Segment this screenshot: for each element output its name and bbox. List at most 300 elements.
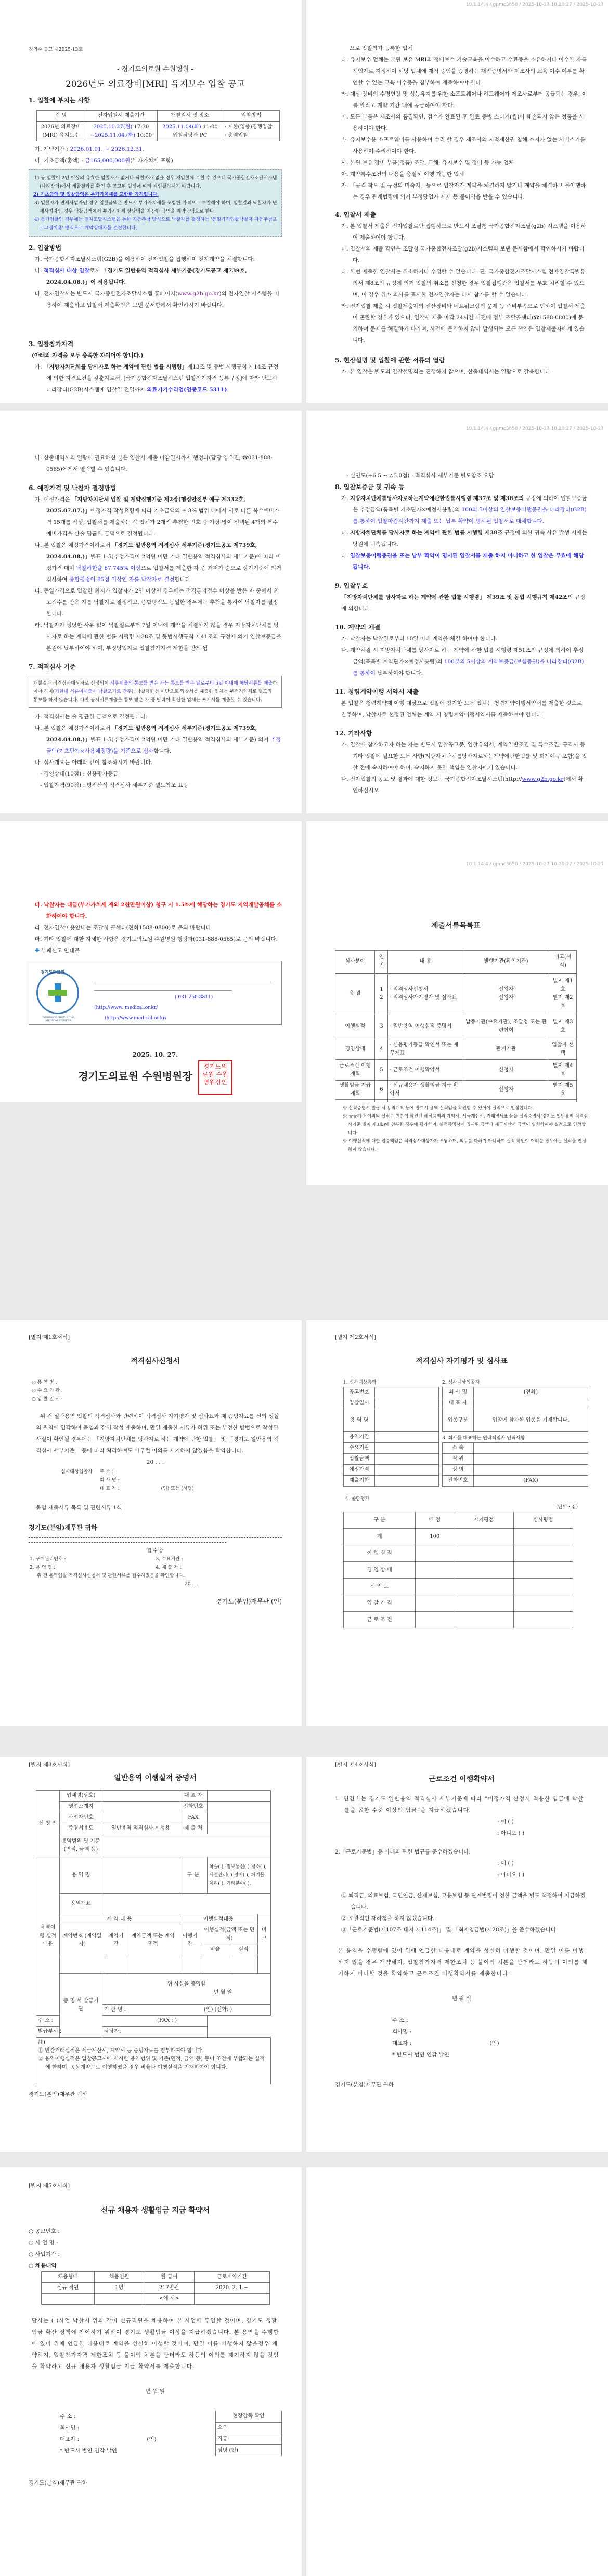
f2-service-label: 입찰금액 (344, 1454, 375, 1465)
f2-bidder-label: 업종구분 (443, 1409, 474, 1432)
f3-note-1: ① 민간거래실적은 세금계산서, 계약서 등 증빙자료를 첨부하여야 합니다. (38, 2047, 204, 2054)
f3-date: 년 월 일 (213, 1990, 232, 1995)
f3-submit-to: 제 출 처 (179, 1823, 208, 1834)
s7-b-prefix: 나. 본 입찰은 예정가격이하로서 (35, 725, 112, 731)
s6-b-rule: 「경기도 일반용역 적격심사 세부기준(경기도공고 제739호, 2024.04.08.)」 (46, 542, 257, 560)
s10-b-suffix: 납부하여야 합니다. (375, 670, 423, 676)
f2-bidder-label: 대 표 자 (443, 1398, 474, 1409)
f2-service-row (344, 1398, 439, 1409)
row-content: · 일반용역 이행실적 증명서 (388, 1014, 463, 1039)
blank-page (306, 2167, 608, 2576)
section-11-heading: 11. 청렴계약이행 서약서 제출 (335, 688, 419, 695)
s10-b-text: 나. 계약체결 시 지방자치단체를 당사자로 하는 계약에 관한 법률 시행령 제51조의 규정에 의하여 추정금액(품목별 계약단가×예정사용량)의 (341, 647, 584, 665)
s8-a-prefix: 가. (341, 495, 350, 502)
report-phone: ( 031-250-8811) (175, 995, 213, 1000)
period-start-time: 17:30 (132, 124, 149, 130)
s3-item-ba: 바. 유지보수용 소프트웨어를 사용하여 수리 할 경우 제조사의 지적재산권 침해 소지가 없는 서비스키를 사용하여 수리하여야 한다. (341, 137, 586, 154)
report-url-2[interactable]: (http://www.medical.or.kr/ (105, 1016, 167, 1021)
s7-management: - 경영상태(10점) : 신용평가등급 (40, 771, 119, 777)
f4-question-1: 1. 인건비는 경기도 일반용역 적격심사 세부기준에 따라 “예정가격 산정시 적용한 임금에 낙찰률을 곱한 수준 이상의 임금”을 지급하겠습니다. (335, 1796, 584, 1813)
f2-eval-header-cell: 배 점 (416, 1512, 454, 1529)
row-note: 별지 제5호 (549, 1081, 577, 1100)
s7-credibility: - 신인도(+6.5 ~ △5.0점) : 적격심사 세부기준 별도참조 요망 (346, 472, 494, 479)
open-place: 입찰담당관 PC (173, 133, 208, 138)
f2-contact-row (443, 1454, 588, 1465)
f4-clause-1: ① 퇴직금, 의료보험, 국민연금, 산재보험, 고용보험 등 관계법령이 정한 금액을 별도 책정하여 지급하겠습니다. (341, 1892, 586, 1910)
form-1-number: [별지 제1호서식] (29, 1334, 70, 1340)
document-list-title: 제출서류목록표 (431, 922, 481, 930)
f5-sup-name: 성명 (인) (216, 2445, 282, 2456)
s6-b-rate: 낙찰하한율 87.745% 이상 (76, 565, 141, 571)
header-name: 건 명 (37, 111, 85, 122)
f3-perf-content: 이행실적내용 (179, 1914, 257, 1925)
f4-q1-no[interactable]: : 아니오 ( ) (497, 1830, 525, 1836)
page-1-bottom (0, 330, 302, 403)
base-price-label: 나. 기초금액(총액) : (35, 157, 85, 164)
s2-c-suffix: )의 전자입찰 시스템을 이용하여 제출하고 입찰서 제출확인은 보낸 문서함에서 확인하시기 바랍니다. (46, 291, 279, 308)
f3-ratio: 비율 (201, 1944, 229, 1955)
report-icon: ✚ (35, 948, 40, 954)
f3-scope: 용역범위 및 기준 (면적, 금액 등) (60, 1834, 102, 1857)
f2-eval-points (416, 1612, 454, 1628)
f1-representative: 대 표 자 : (99, 1486, 120, 1491)
f4-clause-2: ② 포괄적인 재하청을 하지 않겠습니다. (341, 1915, 435, 1922)
f3-perf-period: 이행기간 (179, 1925, 201, 1955)
f3-note-head: 註) (38, 2039, 45, 2045)
f2-bidder-value (474, 1398, 588, 1409)
f3-service-name: 용 역 명 (60, 1857, 102, 1894)
header-no: 연번 (375, 951, 388, 974)
receipt-item-1: 1. 구매관리번호 : (30, 1557, 66, 1562)
f4-q2-yes[interactable]: : 예 ( ) (497, 1860, 514, 1867)
s12-item-e: 마. 기타 입찰에 대한 자세한 사항은 경기도의료원 수원병원 행정과(031-888-0565)로 문의 바랍니다. (35, 936, 278, 942)
f4-addressee: 경기도(분임)재무관 귀하 (335, 2082, 394, 2088)
period-end: ~2025.11.04.(화) (90, 133, 136, 138)
form-4-number: [별지 제4호서식] (335, 1762, 377, 1768)
f2-service-value (375, 1387, 439, 1398)
note-3: 3) 입찰자가 면세사업자인 경우 입찰금액은 반드시 부가가치세를 포함한 가격으로 투찰해야 하며, 입찰결과 낙찰자가 면세사업자인 경우 낙찰금액에서 부가가치세 상당액을 차감한 금액을 계약금액으로 한다. (34, 201, 277, 214)
f5-header-count: 채용인원 (94, 2272, 144, 2283)
f2-eval-category: 입 찰 가 격 (344, 1595, 416, 1612)
document-list-row (335, 974, 577, 1014)
s3-a-text: 제13조 및 동법 시행규칙 제14조 규정에 의한 자격요건을 갖춘자로서, [국가종합전자조달시스템 입찰참가자격 등록규정]에 따라 반드시 나라장터(G2B)시스템에 입찰일 전일까지 (46, 364, 279, 393)
s10-b-bond: 100분의 5이상의 계약보증금(보험증권)을 나라장터(G2B)를 통하여 (353, 659, 584, 676)
f2-service-value (375, 1465, 439, 1476)
f2-service-label: 수요기관 (344, 1443, 375, 1454)
f1-field-agency: ○ 수 요 기 관 : (32, 1388, 63, 1394)
f3-rep-label: 대 표 자 (179, 1791, 208, 1802)
row-field: 생활임금 지급계획 (335, 1081, 375, 1100)
period-start: 2025.10.27(월) (93, 124, 133, 130)
f2-eval-row (344, 1595, 573, 1612)
f2-eval-category: 신 인 도 (344, 1579, 416, 1595)
f1-bidder-label: 심사대상입찰자 (61, 1469, 93, 1475)
s7-price: - 입찰가격(90점) : 평점산식 적격심사 세부기준 별도참조 요망 (40, 782, 189, 788)
list-note-2: ※ 공공기관 이외의 실적은 원본이 확인된 해당용역의 계약서, 세금계산서, 거래명세표 등을 실적증명서(경기도 일반용역 적격심사기준 별지 제3호)에 첨부한 경우에 평가하며, 실적증명서에 명시된 금액과 세금계산서 금액이 일치하여야 실적으로 인정합니다. (343, 1114, 588, 1136)
form-5-title: 신규 채용자 생활임금 지급 확약서 (101, 2206, 210, 2215)
s8-a-law: 지방자치단체를당사자로하는계약에관한법률시행령 제37조 및 제38조의 (350, 495, 524, 502)
s8-b-prefix: 나. (341, 530, 350, 536)
base-price-value: 금165,000,000원 (85, 157, 131, 164)
row-issuer: 신청자 신청자 (463, 974, 549, 1014)
f2-eval-category: 경 영 상 태 (344, 1562, 416, 1579)
row-no: 1 2 (375, 974, 388, 1014)
section-6-heading: 6. 예정가격 및 낙찰자 결정방법 (29, 484, 117, 492)
s11-text: 본 입찰은 청렴계약제 이행 대상으로 입찰에 참가한 모든 업체는 청렴계약이행서약서를 제출한 것으로 간주하며, 낙찰자로 선정된 업체는 계약 시 청렴계약이행서약서를 제출하여야 합니다. (341, 700, 582, 718)
s7-b-suffix: 합니다. (153, 748, 172, 754)
form-4-title: 근로조건 이행확약서 (429, 1775, 495, 1783)
f1-field-service: ○ 용 역 명 : (32, 1380, 57, 1385)
s8-c-prefix: 다. (341, 553, 350, 559)
s12-item-d: 라. 전자입찰이용안내는 조달청 콜센터(전화1588-0800)로 문의 바랍니다. (35, 925, 213, 931)
f3-company-label: 업체명(상호) (60, 1791, 102, 1802)
page-3 (0, 411, 302, 813)
header-field: 심사분야 (335, 951, 375, 974)
row-issuer: 관계기관 (463, 1039, 549, 1060)
s7-item-c: 나. 심사개요는 아래와 같이 참조하시기 바랍니다. (35, 759, 153, 766)
f3-org-sign: (인) (전화: ) (203, 2006, 232, 2013)
f5-cell-salary: 217만원 (144, 2283, 195, 2294)
section-10-heading: 10. 계약의 체결 (335, 624, 381, 631)
f2-service-label: 입찰일시 (344, 1398, 375, 1409)
f5-seal-note: * 반드시 법인 인감 날인 (60, 2448, 117, 2454)
f2-eval-row (344, 1529, 573, 1545)
page-6-notes (306, 1102, 608, 1185)
s7-b-text: 별표 1-5(추정가격이 2억원 미만 기타 일반용역 적격심사의 세부기준) 의거 (90, 737, 270, 743)
f5-address: 주 소 : (60, 2413, 76, 2420)
f2-service-table (343, 1387, 439, 1487)
f2-section-1: 1. 심사대상용역 (343, 1380, 377, 1385)
s12-b-suffix: )에서 확인하십시오. (353, 776, 584, 794)
f2-eval-row (344, 1562, 573, 1579)
f2-bidder-table (442, 1387, 588, 1432)
f2-contact-label: 전화번호 (443, 1476, 474, 1487)
f2-eval-table (343, 1512, 573, 1628)
f1-body: 위 건 일반용역 입찰의 적격심사와 관련하여 적격심사 자기평가 및 심사표와 제 증빙자료를 신의 성실의 원칙에 입각하여 붙임과 같이 작성 제출하며, 만일 제출한 서류가 허위 또는 부정한 방법으로 작성된 사실이 확인될 경우에는 「지방자치단체를 당사자로 하는 계약에 관한 법률」 및 「경기도 일반용역 적격심사 세부기준」 등에 따라 처리하여도 아무런 이의를 제기하지 않겠음을 확약합니다. (36, 1413, 279, 1454)
base-price-suffix: (부가가치세 포함) (130, 157, 173, 164)
row-issuer: 납품기관(수요기관), 조달청 또는 관련협회 (463, 1014, 549, 1039)
row-no: 3 (375, 1014, 388, 1039)
report-title: 부패신고 안내문 (41, 948, 80, 954)
f2-unit: (단위 : 점) (556, 1505, 578, 1510)
f4-address: 주 소 : (392, 2017, 408, 2023)
f4-clause-3: ③「근로기준법(제107조 내지 제114조)」 및 「최저임금법(제28조)」을 준수하겠습니다. (341, 1927, 558, 1933)
f1-sign: (인) 또는 (서명) (161, 1486, 194, 1491)
method-1: · 제한(업종)경쟁입찰 (224, 124, 273, 130)
g2b-url-link[interactable]: www.g2b.go.kr (522, 776, 564, 782)
form-3-number: [별지 제3호서식] (29, 1762, 70, 1768)
f3-result: 실적 (229, 1944, 257, 1955)
f2-section-2: 2. 심사대상입찰자 (442, 1380, 480, 1385)
f2-bidder-row (443, 1387, 588, 1398)
f3-fax-label: FAX (179, 1812, 208, 1823)
f2-service-label: 예정가격 (344, 1465, 375, 1476)
row-content: · 신규채용자 생활임금 지급 확약서 (388, 1081, 463, 1100)
bid-summary-table (36, 110, 280, 141)
s6-b-suffix: 합니다. (174, 576, 192, 583)
form-3-page (0, 1757, 302, 2152)
f5-cell-count: 1명 (94, 2283, 144, 2294)
f2-service-label: 용역기간 (344, 1432, 375, 1443)
f2-contact-row (443, 1476, 588, 1487)
s2-b-highlight: 적격심사 대상 입찰 (43, 268, 90, 274)
s3-a-code: 의료기기수리업(업종코드 5311) (147, 387, 227, 393)
f2-service-row (344, 1443, 439, 1454)
qualification-notice-box (29, 676, 282, 708)
report-box (29, 961, 282, 1025)
section-7-heading: 7. 적격심사 기준 (29, 663, 76, 671)
f2-bidder-label: 회 사 명 (443, 1387, 474, 1398)
f4-body: 본 용역을 수행함에 있어 위에 언급한 내용대로 계약을 성실히 이행할 것이며, 만일 이를 이행하지 않을 경우 계약해지, 입찰참가자격 제한조치 등 불이익 처분을 받더라도 하등의 이의를 제기하지 아니할 것을 확약하고 근로조건 이행확약서를 제출합니다. (338, 1948, 588, 1977)
f2-eval-self (454, 1579, 513, 1595)
f3-issuer: 증 명 서 발급기관 (60, 1973, 102, 2037)
s7-box-forfeit: 기한내 서류미제출시 낙찰포기로 간주 (55, 689, 132, 694)
f3-location-label: 영업소재지 (60, 1802, 102, 1812)
f3-org: 기 관 명 : (104, 2006, 126, 2013)
f3-category-options: 학술( ), 정보통신( ) 청소( ), 시설관리( ) 경비( ), 폐기물처리( ), 기타분야( ), (208, 1857, 271, 1894)
f2-eval-points (416, 1545, 454, 1562)
f3-performance: 용역이행 실적내용 (36, 1857, 60, 2016)
f1-attachment: 붙임 제출서류 목록 및 관련서류 1식 (36, 1505, 122, 1511)
f2-bidder-value: 입찰에 참가한 업종을 기재합니다. (474, 1409, 588, 1432)
bid-name-1: 2026년 의료장비 (41, 124, 81, 130)
f2-eval-review (513, 1529, 573, 1545)
section-8-heading: 8. 입찰보증금 및 귀속 등 (335, 483, 405, 491)
f5-header-type: 채용형태 (42, 2272, 95, 2283)
page-5 (0, 821, 302, 1102)
period-end-time: 10:00 (135, 133, 152, 138)
s3-item-da: 다. 유지보수 업체는 본원 보유 MRI의 정비보수 기술교육을 이수하고 수료증을 소유하거나 이수한 자를 책임자로 지정하여 해당 업체에 재직 중임을 증명하는 재직증명서와 제조사의 교육 이수 여부를 확인할 수 있는 교육 이수증을 첨부하여 제출하여야 한다. (341, 57, 587, 86)
f5-supervisor-table (215, 2411, 282, 2456)
f2-service-row (344, 1476, 439, 1487)
receipt-signer: 경기도(분임)재무관 (인) (216, 1598, 282, 1605)
row-field: 근로조건 이행계획 (335, 1060, 375, 1081)
header-opening: 개찰일시 및 장소 (157, 111, 223, 122)
row-no: 4 (375, 1039, 388, 1060)
s6-b-prefix: 나. 본 입찰은 예정가격이하로서 (35, 542, 112, 548)
organization: - 경기도의료원 수원병원 - (117, 65, 193, 73)
s6-b-text: 별표 1-5(추정가격이 2억원 미만 기타 일반용역 적격심사의 세부기준)에 따라 예정가격 대비 (46, 554, 281, 571)
report-url-1[interactable]: (http://www. medical.or.kr/ (94, 1005, 158, 1010)
g2b-link[interactable]: www.g2b.go.kr (177, 291, 219, 297)
f3-contract-no: 계약번호 (계약일자) (60, 1925, 105, 1955)
f3-category: 구 분 (179, 1857, 208, 1894)
f4-sign: (인) (489, 2040, 499, 2046)
f2-service-value (375, 1432, 439, 1443)
s6-b-score: 종합평점이 85점 이상인 자를 낙찰자로 결정 (69, 576, 175, 583)
s4-item-c: 다. 한번 제출한 입찰서는 취소하거나 수정할 수 없습니다. 단, 국가종합전자조달시스템 전자입찰특별유의서 제8조의 규정에 의거 입찰의 취소를 신청한 경우 입찰집행관은 입찰서를 무효 처리할 수 있으며, 이 경우 취소 의사를 표시한 전자입찰자는 다시 참가를 할 수 없습니다. (341, 269, 586, 298)
header-method: 입찰방법 (223, 111, 279, 122)
receipt-body: 위 건 용역입찰 적격심사신청서 및 관련서류를 접수하였음을 확인합니다. (37, 1573, 185, 1579)
f4-date: 년 월 일 (451, 1995, 472, 2002)
s6-item-c: 다. 동일가격으로 입찰한 최저가 입찰자가 2인 이상인 경우에는 적격통과점수 이상을 받은 자 중에서 최고점수를 받은 자를 낙찰자로 결정하고, 종합평점도 동일한 경우에는 추첨을 통하여 낙찰자를 결정합니다. (35, 588, 279, 617)
open-time: 11:00 (201, 124, 218, 130)
f5-field-period: ○ 사업기간 : (29, 2251, 60, 2257)
section-4-heading: 4. 입찰서 제출 (335, 211, 376, 218)
f4-question-2: 2.「근로기준법」등 아래의 관련 법규를 준수하겠습니다. (335, 1849, 471, 1855)
form-2-number: [별지 제2호서식] (335, 1334, 377, 1340)
f2-bidder-row (443, 1409, 588, 1432)
s4-item-d: 라. 전자입찰 제출 시 입찰제출자의 전산장비와 네트워크상의 문제 등 준비부족으로 인하여 입찰서 제출이 곤란할 경우가 있으니, 입찰서 제출 마감 24시간 이전에 정부 조달콜센터(☎1588-0800)에 문의하여 문제를 해결하기 바라며, 사전에 문의하지 않아 발생되는 모든 책임은 입찰제출자에게 있습니다. (341, 303, 586, 344)
s3-a-prefix: 가. (35, 364, 44, 370)
f3-fax: (FAX : ) (157, 2017, 177, 2023)
form-3-title: 일반용역 이행실적 증명서 (114, 1774, 197, 1782)
page-6 (306, 821, 608, 1102)
f3-certificate-table (36, 1790, 271, 2084)
section-5-heading: 5. 현장설명 및 입찰에 관한 서류의 열람 (335, 357, 445, 364)
method-2: · 총액입찰 (224, 133, 248, 138)
f5-rep: 대표자 : (60, 2436, 80, 2442)
f3-addressee: 경기도(분임)재무관 귀하 (29, 2091, 87, 2097)
s3-item-ra: 라. 대상 장비의 수명연장 및 성능유지를 위한 소프트웨어나 하드웨어가 제조사로부터 공급되는 경우, 이를 알리고 계약 기간 내에 공급하여야 한다. (341, 91, 587, 109)
f3-phone-label: 전화번호 (179, 1802, 208, 1812)
row-no: 5 (375, 1060, 388, 1081)
f2-service-row (344, 1465, 439, 1476)
receipt-item-2: 2. 용 역 명 : (30, 1565, 56, 1570)
f2-eval-row (344, 1612, 573, 1628)
s3-item-ja: 자. 「규격 착오 및 규정의 미숙지」등으로 입찰자가 계약을 체결하지 않거나 계약을 체결하고 불이행하는 경우 관계법령에 의거 부정당업자 제재 등 불이익을 받을 수 있습니다. (341, 182, 586, 200)
s7-item-a: 가. 적격심사는 술 평균한 금액으로 결정됩니다. (35, 714, 148, 720)
s7-box-deadline: 서류제출의 통보를 받은 자는 통보를 받은 날로부터 5일 이내에 해당서류를 제출 (110, 681, 273, 686)
f4-rep: 대표자 : (392, 2040, 412, 2046)
medical-cross-icon (48, 983, 67, 1002)
s3-subtitle: (아래의 자격을 모두 충족한 자이어야 합니다.) (32, 352, 144, 359)
receipt-date: 20 . . . (185, 1582, 200, 1587)
f5-header-period: 근로계약기간 (194, 2272, 269, 2283)
f5-addressee: 경기도(분임)재무관 귀하 (29, 2480, 87, 2486)
f3-perf-amount: 이행실적(금액 또는 면적) (201, 1925, 258, 1944)
f2-eval-points: 100 (416, 1529, 454, 1545)
header-period: 전자입찰서 제출기간 (85, 111, 158, 122)
form-1-page (0, 1320, 302, 1726)
f2-bidder-value: (전화) (474, 1387, 588, 1398)
page-2 (306, 0, 608, 403)
f5-date: 년 월 일 (145, 2388, 165, 2395)
f3-contract: 계 약 내 용 (60, 1914, 179, 1925)
f1-field-bid-date: ○ 입 찰 일 시 : (32, 1397, 63, 1402)
f5-example-label: <예 시> (144, 2294, 195, 2305)
f2-eval-self (454, 1562, 513, 1579)
document-list-row (335, 1039, 577, 1060)
section-12-heading: 12. 기타사항 (335, 730, 372, 737)
f2-eval-review (513, 1612, 573, 1628)
s2-b-prefix: 나. (35, 268, 44, 274)
form-5-number: [별지 제5호서식] (29, 2183, 70, 2189)
issue-date: 2025. 10. 27. (132, 1051, 178, 1058)
f5-supervisor-title: 현장감독 확인 (216, 2411, 282, 2423)
f2-section-4: 4. 종합평가 (345, 1496, 370, 1502)
f2-eval-header-cell: 심사평점 (513, 1512, 573, 1529)
f5-header-salary: 월 급여 (144, 2272, 195, 2283)
s8-b-text: 규정에 의한 귀속 사유 발생 시에는 당원에 귀속됩니다. (353, 530, 587, 547)
f2-eval-self (454, 1612, 513, 1628)
f2-service-label: 공고번호 (344, 1387, 375, 1398)
s6-a-rule: 「지방자치단체 입찰 및 계약집행기준 제2장(행정안전부 예규 제332호, 2025.07.07.)」 (46, 496, 245, 514)
f5-cell-type: 신규 직원 (42, 2283, 95, 2294)
s5-item-a: 가. 본 입찰은 별도의 입찰설명회는 진행하지 않으며, 산출내역서는 열람으로 갈음합니다. (341, 369, 552, 375)
f2-eval-row (344, 1545, 573, 1562)
f5-field-notice: ○ 공고번호 : (29, 2228, 60, 2235)
note-2: 2) 기초금액 및 입찰금액은 부가가치세를 포함한 가격입니다. (33, 192, 159, 198)
row-field: 이행실적 (335, 1014, 375, 1039)
f2-eval-header-cell: 구 분 (344, 1512, 416, 1529)
f4-seal-note: * 반드시 법인 인감 날인 (392, 2052, 449, 2058)
f4-q1-yes[interactable]: : 예 ( ) (497, 1819, 514, 1825)
page-4 (306, 411, 608, 813)
f5-field-project: ○ 사 업 명 : (29, 2240, 58, 2246)
f2-service-label: 용 역 명 (344, 1409, 375, 1432)
s3-continued: 으로 입찰참가 등록한 업체 (350, 45, 413, 51)
hospital-logo (36, 971, 79, 1014)
receipt-title: 접 수 증 (147, 1548, 164, 1554)
f3-note-2: ② 용역이행실적은 입찰공고시에 제시한 용역범위 및 기준(면적, 금액 등) 등이 조건에 부합되는 실적에 한하며, 공동계약으로 이행하였을 경우 비율과 이행실적을 기재하여야 합니다. (38, 2056, 265, 2070)
f4-q2-no[interactable]: : 아니오 ( ) (497, 1872, 525, 1878)
row-field: 총 괄 (335, 974, 375, 1014)
row-note: 별지 제3호 (549, 1014, 577, 1039)
f2-contact-value (474, 1465, 588, 1476)
f5-cell-period: 2020. 2. 1.~ (194, 2283, 269, 2294)
s3-item-ma: 마. 모든 부품은 제조사의 품질확인, 검수가 완료된 후 완료 증빙 스티커(씰)이 훼손되지 않은 정품을 사용하여야 한다. (341, 114, 585, 132)
signer-name: 경기도의료원 수원병원장 (78, 1070, 192, 1083)
f2-eval-points (416, 1562, 454, 1579)
f4-company: 회사명 : (392, 2029, 412, 2035)
section-3-heading: 3. 입찰참가자격 (29, 340, 74, 348)
logo-english: GYEONGGI PROVINCIAL MEDICAL CENTER (41, 1016, 75, 1022)
f2-eval-header-cell: 자기평점 (454, 1512, 513, 1529)
s7-b-basis: 추정금액(기초단가×사용예정량)을 기준으로 심사 (46, 737, 281, 754)
document-list-row (335, 1014, 577, 1039)
notice-number: 경의수 공고 제2025-13호 (29, 47, 83, 52)
section-2-heading: 2. 입찰방법 (29, 244, 62, 252)
contract-period-value: 2026.01.01. ~ 2026.12.31. (70, 146, 144, 152)
f3-usage-label: 증명서용도 (60, 1823, 102, 1834)
f2-eval-category: 근 로 조 건 (344, 1612, 416, 1628)
contract-period-label: 가. 계약기간 : (35, 146, 70, 152)
header-note: 비고(서식) (549, 951, 577, 974)
f2-eval-category: 계 (344, 1529, 416, 1545)
row-content: · 신용평가등급 확인서 또는 재무제표 (388, 1039, 463, 1060)
f2-contact-table (442, 1442, 588, 1487)
watermark: 10.1.14.4 / gpmc3650 / 2025-10-27 10:20:27 / 2025-10-27 (465, 426, 604, 431)
f3-addr: 주 소 : (38, 2017, 54, 2023)
f3-dept: 발급부서 : (36, 2026, 102, 2037)
f2-bidder-row (443, 1398, 588, 1409)
row-content: · 적격심사신청서 · 적격심사자기평가 및 심사표 (388, 974, 463, 1014)
f5-sign: (인) (147, 2436, 157, 2442)
s4-item-b: 나. 입찰서의 제출 확인은 조달청 국가종합전자조달(g2b)시스템의 보낸 문서함에서 확인하시기 바랍니다. (341, 246, 585, 264)
s9-law: 「지방자치단체를 당사자로 하는 계약에 관한 법률 시행령」 제39조 및 동법 시행규칙 제42조 (341, 594, 568, 600)
f2-contact-value (474, 1443, 588, 1454)
s5-item-b: 나. 산출내역서의 열람이 필요하신 분은 입찰서 제출 마감일시까지 행정과(담당 양우진, ☎031-888-0565)에게서 열람할 수 있습니다. (35, 455, 273, 472)
f2-eval-points (416, 1595, 454, 1612)
form-1-title: 적격심사신청서 (131, 1357, 180, 1365)
f2-service-value (375, 1398, 439, 1409)
form-5-page (0, 2167, 302, 2576)
row-note: 별지 제1호 별지 제2호 (549, 974, 577, 1014)
s12-item-a: 가. 입찰에 참가하고자 하는 자는 반드시 입찰공고문, 입찰유의서, 계약일반조건 및 특수조건, 규격서 등 기타 입찰에 필요한 모든 사항(지방자치단체를당사자로하는계약에관한법률 및 회계예규 포함)을 입찰 전에 숙지하여야 하며, 숙지하지 못한 책임은 입찰자에게 있습니다. (341, 742, 587, 771)
s7-b-rule: 「경기도 일반용역 적격심사 세부기준(경기도공고 제739호, 2024.04.08.)」 (46, 725, 257, 743)
watermark: 10.1.14.4 / gpmc3650 / 2025-10-27 10:20:27 / 2025-10-27 (465, 2, 604, 7)
f3-person: 담당자: (102, 2026, 208, 2037)
section-1-heading: 1. 입찰에 부치는 사항 (29, 97, 90, 104)
s7-box-mid: 하여야 하며( (33, 681, 277, 694)
f3-applicant: 신 청 인 (36, 1791, 60, 1857)
open-date: 2025.11.04(화) (162, 124, 201, 130)
s6-a-text: 예정가격 작성요령에 따라 기초금액의 ± 3% 범위 내에서 서로 다른 복수예비가격 15개를 작성, 입찰서를 제출하는 각 업체가 2개씩 추첨한 번호 중 가장 많이 선택된 4개의 복수예비가격을 산술 평균한 금액으로 결정됩니다. (46, 508, 280, 537)
logo-text: 경기도의료원 (41, 969, 65, 975)
header-issuer: 발행기관(확인기관) (463, 951, 549, 974)
f2-eval-header (344, 1512, 573, 1529)
